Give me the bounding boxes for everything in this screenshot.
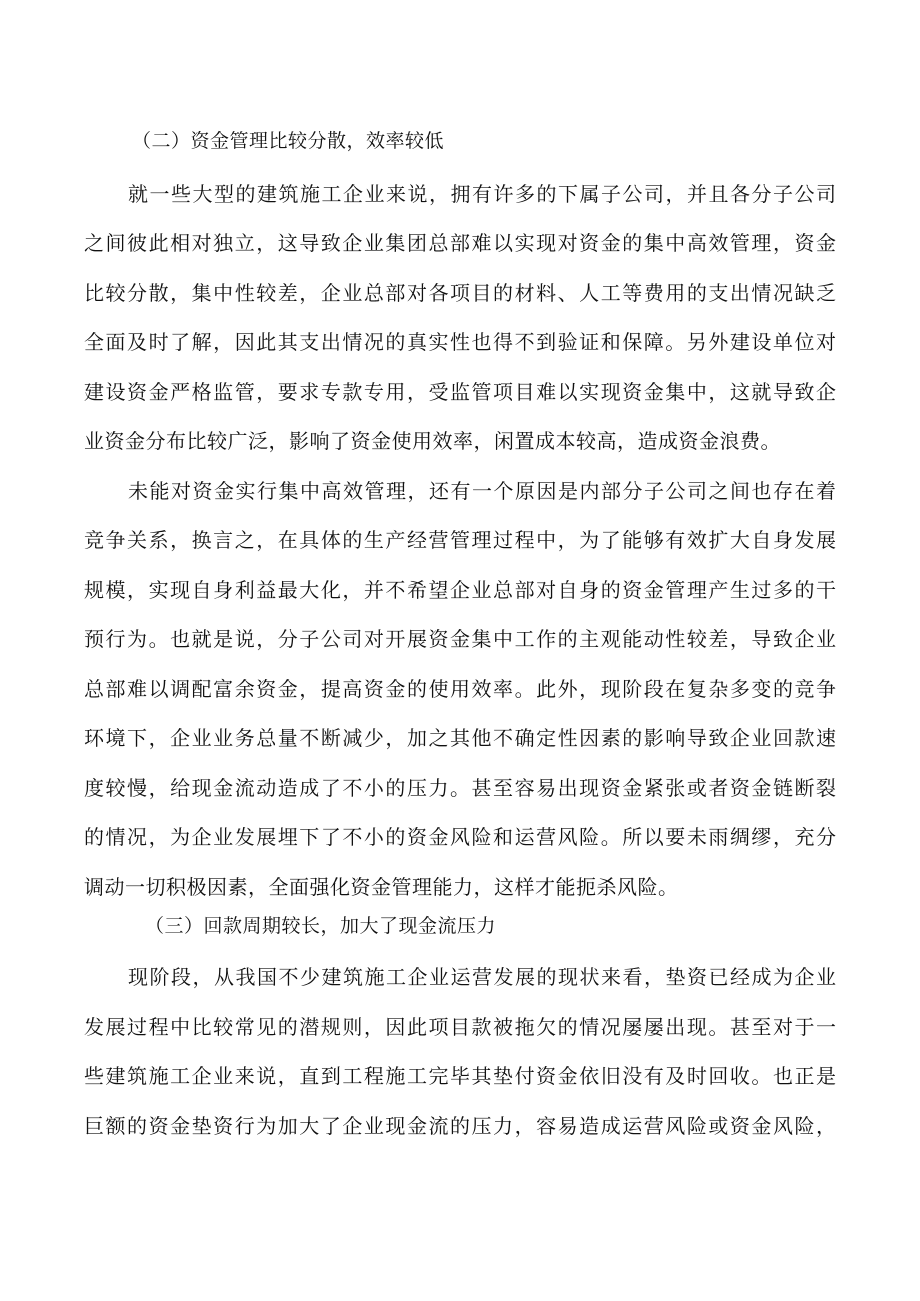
paragraph-line: 现阶段，从我国不少建筑施工企业运营发展的现状来看，垫资已经成为企业 xyxy=(128,965,836,989)
paragraph-line: 全面及时了解，因此其支出情况的真实性也得不到验证和保障。另外建设单位对 xyxy=(84,330,836,354)
paragraph-line: 就一些大型的建筑施工企业来说，拥有许多的下属子公司，并且各分子公司 xyxy=(128,182,836,206)
paragraph-line: 规模，实现自身利益最大化，并不希望企业总部对自身的资金管理产生过多的干 xyxy=(84,578,836,602)
paragraph-line: 比较分散，集中性较差，企业总部对各项目的材料、人工等费用的支出情况缺乏 xyxy=(84,281,836,305)
paragraph-line: 预行为。也就是说，分子公司对开展资金集中工作的主观能动性较差，导致企业 xyxy=(84,627,836,651)
paragraph-line: 环境下，企业业务总量不断减少，加之其他不确定性因素的影响导致企业回款速 xyxy=(84,726,836,750)
paragraph-line: 竞争关系，换言之，在具体的生产经营管理过程中，为了能够有效扩大自身发展 xyxy=(84,528,836,552)
paragraph-line: 发展过程中比较常见的潜规则，因此项目款被拖欠的情况屡屡出现。甚至对于一 xyxy=(84,1015,836,1039)
paragraph-line: 总部难以调配富余资金，提高资金的使用效率。此外，现阶段在复杂多变的竞争 xyxy=(84,677,836,701)
paragraph-line: 的情况，为企业发展埋下了不小的资金风险和运营风险。所以要未雨绸缪，充分 xyxy=(84,825,836,849)
paragraph-line: 些建筑施工企业来说，直到工程施工完毕其垫付资金依旧没有及时回收。也正是 xyxy=(84,1064,836,1088)
section-heading: （二）资金管理比较分散，效率较低 xyxy=(132,130,445,152)
paragraph-line: 业资金分布比较广泛，影响了资金使用效率，闲置成本较高，造成资金浪费。 xyxy=(84,429,781,453)
paragraph-line: 巨额的资金垫资行为加大了企业现金流的压力，容易造成运营风险或资金风险， xyxy=(84,1114,836,1138)
paragraph-line: 未能对资金实行集中高效管理，还有一个原因是内部分子公司之间也存在着 xyxy=(128,479,836,503)
paragraph-line: 调动一切积极因素，全面强化资金管理能力，这样才能扼杀风险。 xyxy=(84,875,679,899)
section-heading: （三）回款周期较长，加大了现金流压力 xyxy=(145,915,497,937)
paragraph-line: 建设资金严格监管，要求专款专用，受监管项目难以实现资金集中，这就导致企 xyxy=(84,380,836,404)
paragraph-line: 度较慢，给现金流动造成了不小的压力。甚至容易出现资金紧张或者资金链断裂 xyxy=(84,776,836,800)
paragraph-line: 之间彼此相对独立，这导致企业集团总部难以实现对资金的集中高效管理，资金 xyxy=(84,231,836,255)
